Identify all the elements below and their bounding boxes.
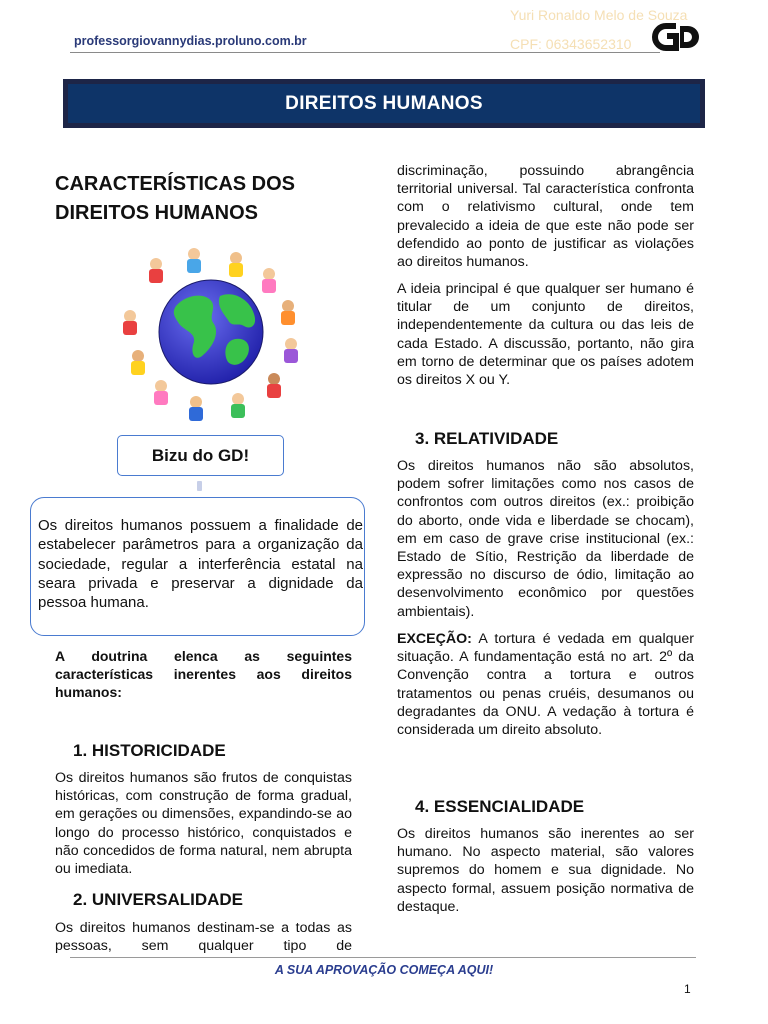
section-4-title: 4. ESSENCIALIDADE: [415, 797, 585, 816]
bizu-label-box: Bizu do GD!: [117, 435, 284, 476]
section-2-text: Os direitos humanos destinam-se a todas as pessoas, sem qualquer tipo de: [55, 920, 352, 955]
gd-logo-icon: [654, 22, 702, 52]
main-title-line2: DIREITOS HUMANOS: [55, 202, 258, 224]
section-2-title: 2. UNIVERSALIDADE: [73, 890, 244, 909]
footer-rule: [70, 957, 696, 958]
footer-slogan: A SUA APROVAÇÃO COMEÇA AQUI!: [274, 963, 494, 977]
page-number: 1: [684, 982, 691, 996]
intro-paragraph: A doutrina elenca as seguintes características inerentes aos direitos humanos:: [55, 648, 352, 701]
exception-paragraph: [397, 630, 694, 739]
watermark-cpf: CPF: 06343652310: [510, 36, 632, 52]
exception-label: EXCEÇÃO:: [397, 631, 472, 647]
section-3-text: Os direitos humanos não são absolutos, podem sofrer limitações como nos casos de confrontos com outros direitos (ex.: proibição do aborto, onde vida e liberdade se chocam), em em caso de grave crise institucional (ex.: Estado de Sítio, Restrição da liberdade de expressão no discurso de ódio, limitação ao desenvolvimento econômico por questões ambientais).: [397, 458, 694, 620]
header-rule: [70, 52, 660, 53]
globe-children-illustration: [116, 244, 306, 422]
note-text: Os direitos humanos possuem a finalidade de estabelecer parâmetros para a organização da sociedade, regular a interferência estatal na seara privada e preservar a dignidade da pessoa humana.: [38, 517, 363, 612]
box-connector: [197, 481, 202, 491]
section-1-text: Os direitos humanos são frutos de conquistas históricas, com construção de forma gradual, em gerações ou dimensões, expandindo-se ao longo do processo histórico, conquistados e não concedidos de forma natural, nem abrupta ou imediata.: [55, 770, 352, 878]
universality-continuation: discriminação, possuindo abrangência territorial universal. Tal característica confronta com o relativismo cultural, onde tem prevalecido a ideia de que este não pode ser defendido ao ponto de justificar as violações ao direitos humanos.: [397, 163, 694, 271]
watermark-name: Yuri Ronaldo Melo de Souza: [510, 7, 688, 23]
exception-text: A tortura é vedada em qualquer situação. A fundamentação está no art. 2º da Convenção contra a tortura e outros tratamentos ou penas cruéis, desumanos ou degradantes da ONU. A vedação à tortura é considerada um direito absoluto.: [397, 631, 694, 739]
section-main-title: [55, 170, 355, 228]
section-4-text: Os direitos humanos são inerentes ao ser humano. No aspecto material, são valores supremos do homem e sua dignidade. No aspecto formal, assuem posição normativa de destaque.: [397, 826, 694, 915]
main-idea-paragraph: A ideia principal é que qualquer ser humano é titular de um conjunto de direitos, independentemente da cultura ou das leis de cada Estado. A discussão, portanto, não gira em torno de determinar que os países adotem os direitos X ou Y.: [397, 281, 694, 389]
title-banner: [63, 79, 705, 128]
section-3-title: 3. RELATIVIDADE: [415, 429, 559, 448]
banner-title: DIREITOS HUMANOS: [68, 84, 700, 123]
main-title-line1: CARACTERÍSTICAS DOS: [55, 173, 296, 195]
section-1-title: 1. HISTORICIDADE: [73, 741, 226, 760]
logo-text: GD: [678, 52, 680, 53]
site-url[interactable]: professorgiovannydias.proluno.com.br: [74, 34, 307, 48]
